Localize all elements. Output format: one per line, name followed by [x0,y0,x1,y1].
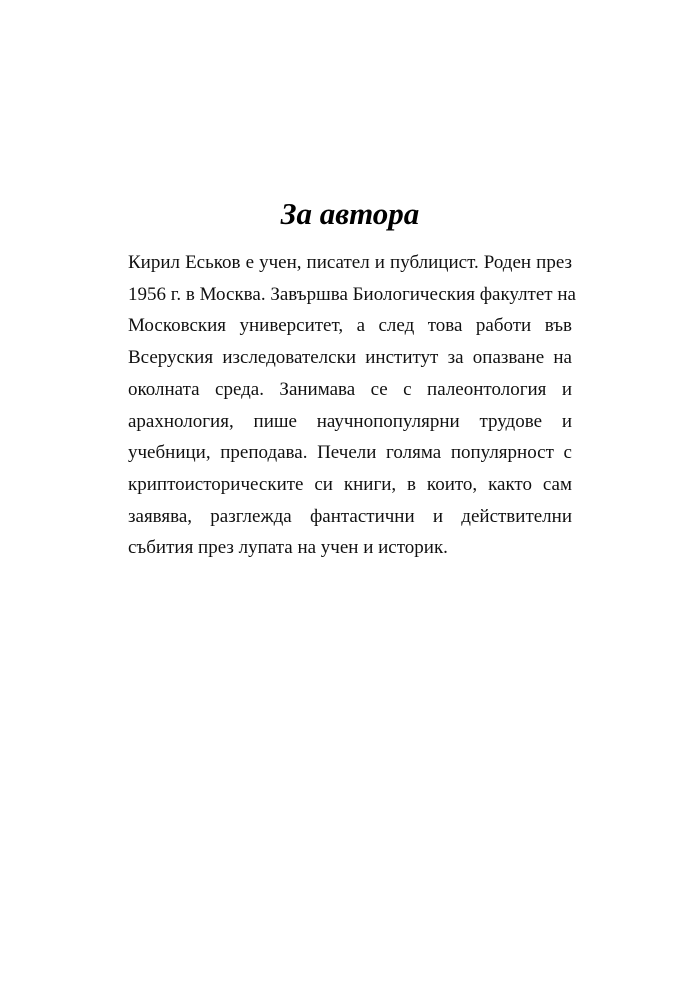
paragraph-line: учебници, преподава. Печели голяма популярност с [128,442,572,464]
paragraph-line: Московския университет, а след това работи във [128,315,572,337]
author-bio-paragraph [128,247,576,564]
paragraph-line: събития през лупата на учен и историк. [128,537,448,559]
paragraph-line: криптоисторическите си книги, в които, както сам [128,473,572,495]
paragraph-line: арахнология, пише научнопопулярни трудове и [128,410,572,432]
paragraph-line: Всеруския изследователски институт за опазване на [128,347,572,369]
paragraph-line: заявява, разглежда фантастични и действителни [128,505,572,527]
page-title: За автора [280,196,420,231]
paragraph-line: 1956 г. в Москва. Завършва Биологическия факултет на [128,283,576,305]
paragraph-line: Кирил Еськов е учен, писател и публицист. Роден през [128,252,572,273]
paragraph-line: околната среда. Занимава се с палеонтология и [128,378,572,400]
